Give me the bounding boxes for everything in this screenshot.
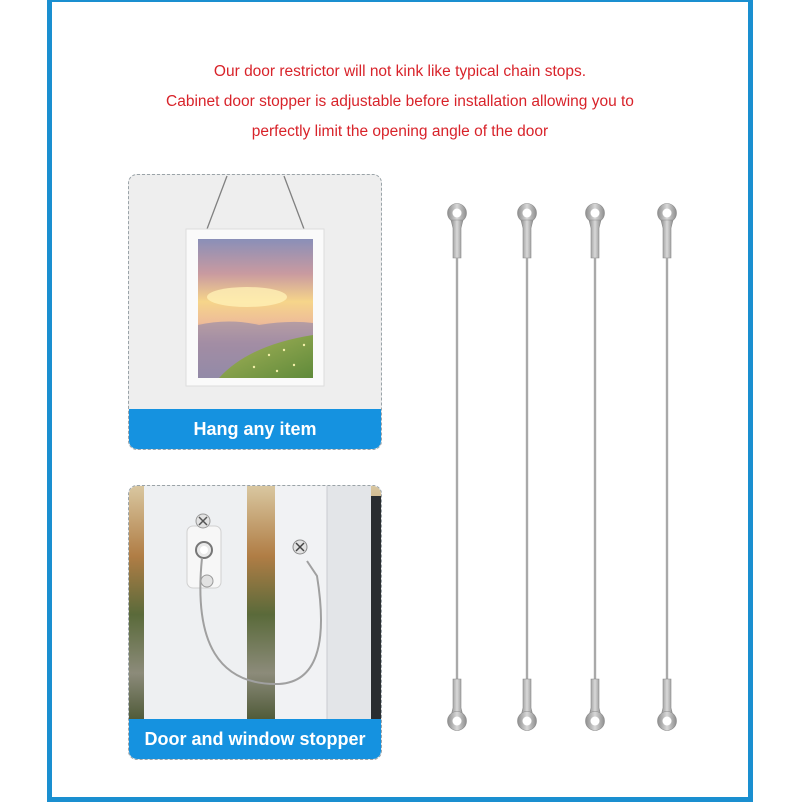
door-window-stopper-label: Door and window stopper [129,719,381,759]
door-window-stopper-card [128,485,382,760]
cable-2 [518,204,537,731]
cable-3 [586,204,605,731]
headline-line-3: perfectly limit the opening angle of the door [251,123,549,140]
window-stopper-image [129,486,381,720]
cable-1 [448,204,467,731]
headline-line-2: Cabinet door stopper is adjustable before installation allowing you to [166,93,634,110]
wire-cables-group [440,198,690,738]
framed-painting-image [129,175,381,409]
hang-any-item-card [128,174,382,450]
hang-any-item-label: Hang any item [129,409,381,449]
headline-line-1: Our door restrictor will not kink like typical chain stops. [213,63,587,80]
cable-4 [658,204,677,731]
